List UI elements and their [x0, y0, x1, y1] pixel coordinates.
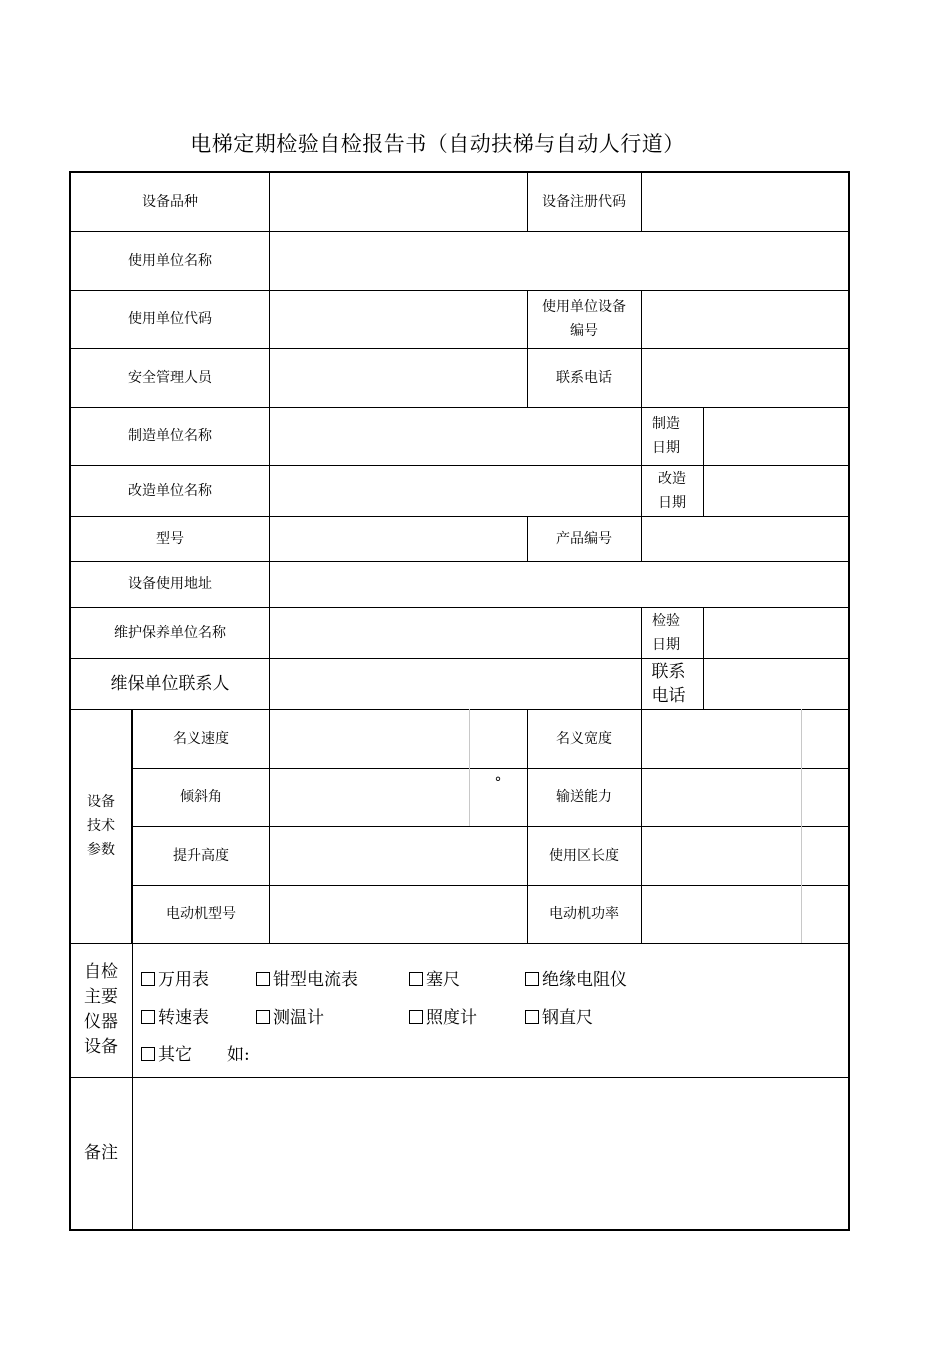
checkbox-icon [409, 972, 423, 986]
modify-date-line2: 日期 [658, 494, 686, 511]
steel-ruler-label: 钢直尺 [542, 1008, 593, 1028]
user-unit-code-value[interactable] [269, 290, 527, 348]
user-equipment-no-line1: 使用单位设备 [542, 299, 626, 315]
inspection-date-line1: 检验 [652, 612, 680, 629]
remarks-value[interactable] [133, 1077, 848, 1229]
motor-model-label: 电动机型号 [166, 906, 236, 922]
checkbox-insulation-tester[interactable] [525, 965, 627, 990]
checkbox-icon [525, 1010, 539, 1024]
manufacturer-name-value[interactable] [269, 407, 641, 465]
user-unit-code-label: 使用单位代码 [128, 311, 212, 327]
manufacture-date-line1: 制造 [652, 416, 680, 432]
registration-code-value[interactable] [641, 173, 848, 231]
motor-power-label: 电动机功率 [549, 906, 619, 922]
instruments-line4: 设备 [84, 1037, 118, 1057]
contact-phone-value[interactable] [641, 348, 848, 407]
tachometer-label: 转速表 [158, 1008, 209, 1028]
checkbox-icon [141, 972, 155, 986]
checkbox-icon [141, 1047, 155, 1061]
manufacture-date-line2: 日期 [652, 440, 680, 456]
remarks-label: 备注 [84, 1143, 118, 1163]
checkbox-other[interactable] [141, 1040, 192, 1065]
instruments-section-label [71, 943, 131, 1077]
checkbox-icon [141, 1010, 155, 1024]
user-unit-name-label: 使用单位名称 [128, 252, 212, 269]
maintenance-phone-line2: 电话 [651, 685, 686, 706]
manufacture-date-value[interactable] [703, 407, 848, 465]
usage-address-value[interactable] [269, 561, 848, 607]
rated-speed-label: 名义速度 [173, 730, 229, 747]
modifier-name-value[interactable] [269, 465, 641, 516]
multimeter-label: 万用表 [158, 970, 209, 990]
maintenance-contact-value[interactable] [269, 658, 641, 709]
user-equipment-no-line2: 编号 [570, 323, 598, 339]
motor-model-value[interactable] [269, 885, 527, 943]
product-no-value[interactable] [641, 516, 848, 561]
rise-height-value[interactable] [269, 826, 469, 885]
checkbox-illuminometer[interactable] [409, 1003, 477, 1028]
model-value[interactable] [269, 516, 527, 561]
degree-unit: ° [494, 775, 502, 791]
product-no-label: 产品编号 [556, 530, 612, 547]
transport-capacity-label: 输送能力 [556, 789, 612, 805]
thermometer-label: 测温计 [273, 1008, 324, 1028]
maintenance-contact-label: 维保单位联系人 [110, 673, 230, 694]
checkbox-icon [409, 1010, 423, 1024]
checkbox-thermometer[interactable] [256, 1003, 324, 1028]
use-section-length-value[interactable] [641, 826, 801, 885]
checkbox-tachometer[interactable] [141, 1003, 209, 1028]
manufacture-date-label [641, 407, 691, 465]
rise-height-label: 提升高度 [173, 847, 229, 864]
rated-width-label: 名义宽度 [556, 730, 612, 747]
instruments-line1: 自检 [84, 962, 118, 982]
maintenance-phone-label [641, 658, 696, 709]
checkbox-clamp-meter[interactable] [256, 965, 358, 990]
contact-phone-label: 联系电话 [556, 369, 612, 386]
checkbox-feeler-gauge[interactable] [409, 965, 460, 990]
inspection-date-line2: 日期 [652, 636, 680, 653]
safety-manager-label: 安全管理人员 [128, 369, 212, 386]
safety-manager-value[interactable] [269, 348, 527, 407]
inspection-date-value[interactable] [703, 607, 848, 658]
incline-angle-value[interactable] [269, 768, 469, 826]
tech-params-section-label [71, 709, 131, 943]
maintenance-unit-label: 维护保养单位名称 [114, 624, 226, 641]
other-label: 其它 [158, 1045, 192, 1065]
rated-width-value[interactable] [641, 709, 801, 768]
illuminometer-label: 照度计 [426, 1008, 477, 1028]
modify-date-value[interactable] [703, 465, 848, 516]
usage-address-label: 设备使用地址 [128, 576, 212, 592]
such-as-label: 如: [227, 1045, 250, 1065]
maintenance-unit-value[interactable] [269, 607, 641, 658]
manufacturer-name-label: 制造单位名称 [128, 428, 212, 444]
report-form [69, 171, 850, 1231]
incline-angle-label: 倾斜角 [180, 789, 222, 805]
instruments-line3: 仪器 [84, 1012, 118, 1032]
page-title: 电梯定期检验自检报告书（自动扶梯与自动人行道） [190, 132, 685, 156]
user-unit-name-value[interactable] [269, 231, 848, 290]
registration-code-label: 设备注册代码 [542, 194, 626, 210]
checkbox-steel-ruler[interactable] [525, 1003, 593, 1028]
clamp-meter-label: 钳型电流表 [273, 970, 358, 990]
transport-capacity-value[interactable] [641, 768, 801, 826]
user-equipment-no-value[interactable] [641, 290, 848, 348]
checkbox-icon [525, 972, 539, 986]
modify-date-line1: 改造 [658, 470, 686, 487]
modifier-name-label: 改造单位名称 [128, 482, 212, 499]
checkbox-multimeter[interactable] [141, 965, 209, 990]
use-section-length-label: 使用区长度 [549, 847, 619, 864]
maintenance-phone-line1: 联系 [651, 661, 686, 682]
checkbox-icon [256, 1010, 270, 1024]
tech-params-line2: 技术 [87, 818, 115, 834]
inspection-date-label [641, 607, 691, 658]
maintenance-phone-value[interactable] [703, 658, 848, 709]
user-equipment-no-label [527, 290, 641, 348]
instruments-line2: 主要 [84, 987, 118, 1007]
tech-params-line1: 设备 [87, 794, 115, 810]
insulation-tester-label: 绝缘电阻仪 [542, 970, 627, 990]
equipment-type-value[interactable] [269, 173, 527, 231]
checkbox-icon [256, 972, 270, 986]
model-label: 型号 [156, 530, 184, 547]
modify-date-label [641, 465, 703, 516]
feeler-gauge-label: 塞尺 [426, 970, 460, 990]
rated-speed-value[interactable] [269, 709, 469, 768]
motor-power-value[interactable] [641, 885, 801, 943]
equipment-type-label: 设备品种 [142, 194, 198, 210]
tech-params-line3: 参数 [87, 842, 115, 858]
